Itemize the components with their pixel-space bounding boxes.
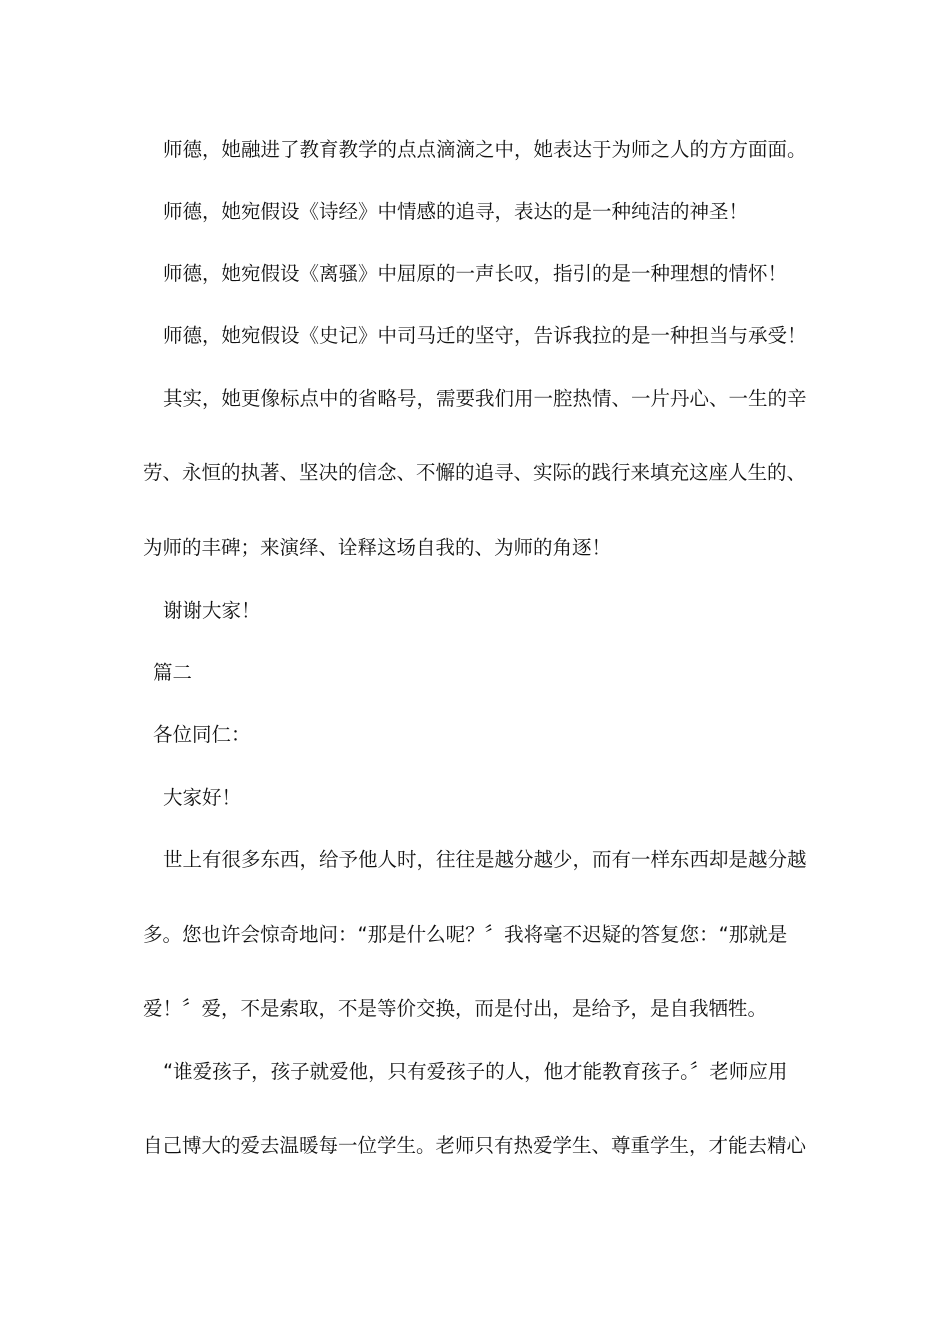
paragraph-line: 自己博大的爱去温暖每一位学生。老师只有热爱学生、尊重学生，才能去精心 bbox=[143, 1134, 807, 1157]
salutation: 各位同仁： bbox=[153, 723, 251, 746]
paragraph-line: 劳、永恒的执著、坚决的信念、不懈的追寻、实际的践行来填充这座人生的、 bbox=[143, 461, 807, 484]
paragraph-line: 爱！〞爱，不是索取，不是等价交换，而是付出，是给予，是自我牺牲。 bbox=[143, 997, 768, 1020]
paragraph-line: 师德，她融进了教育教学的点点滴滴之中，她表达于为师之人的方方面面。 bbox=[163, 138, 807, 161]
section-heading: 篇二 bbox=[153, 661, 193, 684]
paragraph-line: 师德，她宛假设《离骚》中屈原的一声长叹，指引的是一种理想的情怀！ bbox=[163, 262, 788, 285]
paragraph-line: 为师的丰碑；来演绎、诠释这场自我的、为师的角逐！ bbox=[143, 536, 612, 559]
paragraph-line: 师德，她宛假设《诗经》中情感的追寻，表达的是一种纯洁的神圣！ bbox=[163, 200, 749, 223]
paragraph-line: 多。您也许会惊奇地问：“那是什么呢？〞我将毫不迟疑的答复您：“那就是 bbox=[143, 923, 788, 946]
paragraph-line: 其实，她更像标点中的省略号，需要我们用一腔热情、一片丹心、一生的辛 bbox=[163, 387, 807, 410]
paragraph-line: “谁爱孩子，孩子就爱他，只有爱孩子的人，他才能教育孩子。〞老师应用 bbox=[163, 1060, 788, 1083]
greeting: 大家好！ bbox=[163, 786, 242, 809]
paragraph-line: 师德，她宛假设《史记》中司马迁的坚守，告诉我拉的是一种担当与承受！ bbox=[163, 324, 807, 347]
paragraph-line: 世上有很多东西，给予他人时，往往是越分越少，而有一样东西却是越分越 bbox=[163, 848, 807, 871]
closing-line: 谢谢大家！ bbox=[163, 599, 261, 622]
